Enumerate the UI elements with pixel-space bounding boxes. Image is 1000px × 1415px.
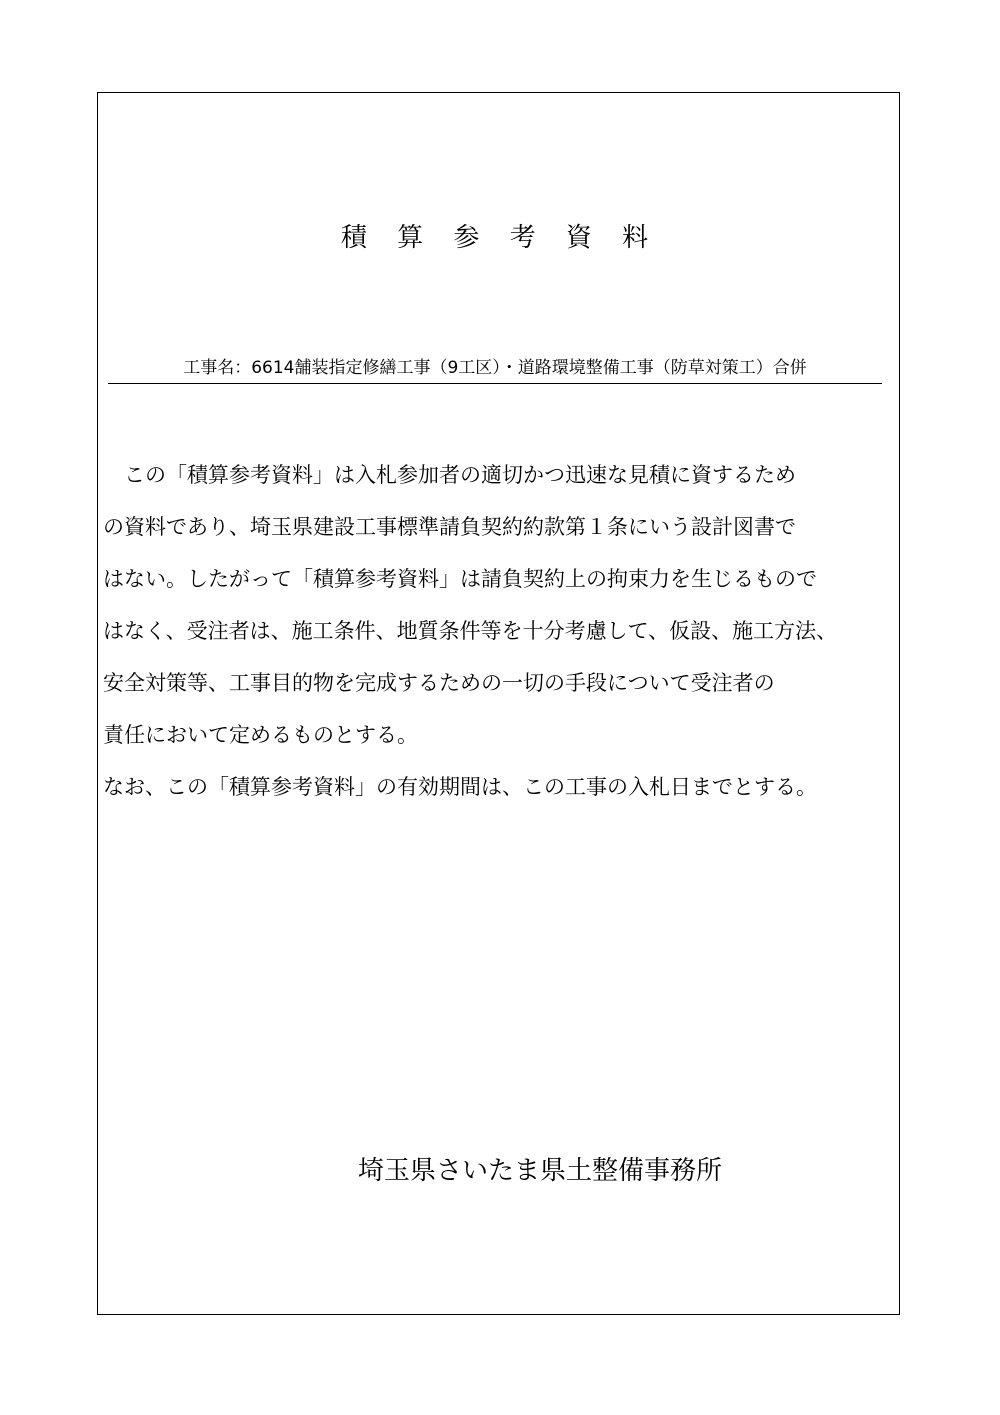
document-title: 積 算 参 考 資 料	[340, 223, 660, 253]
notice-line: 安全対策等、工事目的物を完成するための一切の手段について受注者の	[103, 671, 775, 695]
notice-line: この「積算参考資料」は入札参加者の適切かつ迅速な見積に資するため	[103, 463, 796, 487]
notice-body	[103, 462, 893, 826]
project-name-line	[108, 355, 882, 384]
project-label: 工事名：	[183, 358, 252, 378]
notice-line: はない。したがって「積算参考資料」は請負契約上の拘束力を生じるもので	[103, 567, 817, 591]
notice-line: なお、この「積算参考資料」の有効期間は、この工事の入札日までとする。	[103, 775, 817, 799]
project-name: 6614舗装指定修繕工事（9工区）・道路環境整備工事（防草対策工）合併	[251, 358, 807, 378]
notice-line: 責任において定めるものとする。	[103, 723, 418, 747]
notice-line: の資料であり、埼玉県建設工事標準請負契約約款第１条にいう設計図書で	[103, 515, 796, 539]
notice-line: はなく、受注者は、施工条件、地質条件等を十分考慮して、仮設、施工方法、	[103, 619, 838, 643]
issuer-name: 埼玉県さいたま県土整備事務所	[358, 1156, 723, 1186]
